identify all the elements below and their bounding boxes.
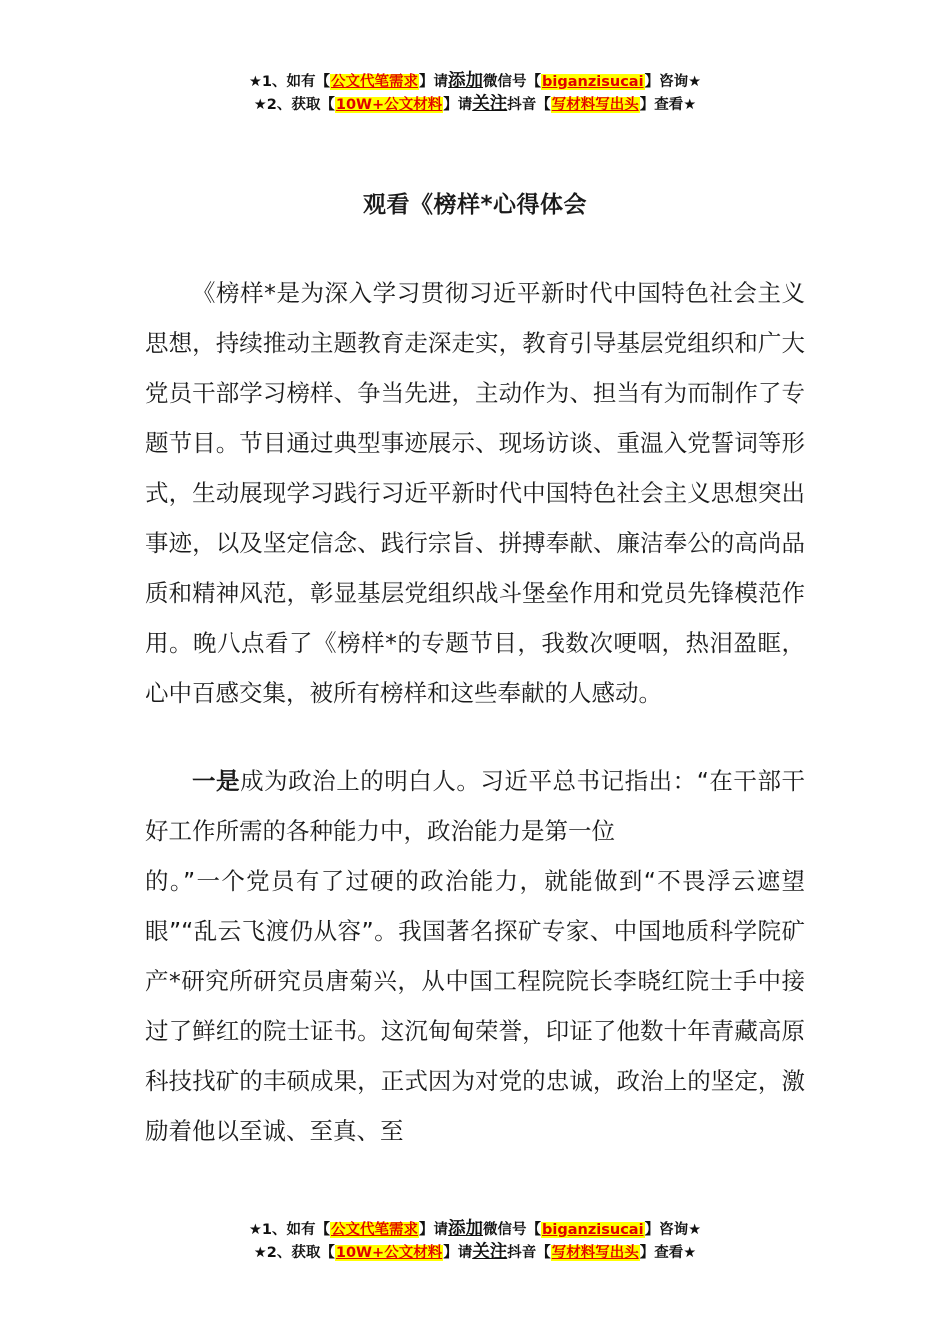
highlight-service: 公文代笔需求	[331, 74, 419, 90]
highlight-materials: 10W+公文材料	[335, 1245, 443, 1261]
emphasis-text: 关注	[472, 1242, 508, 1262]
highlight-douyin-account: 写材料写出头	[551, 1245, 639, 1261]
banner-text: 】请	[443, 1245, 473, 1261]
footer-banner	[0, 1218, 950, 1264]
point-first-line: 成为政治上的明白人。习近平总书记指出：“在干部干好工作所需的各种能力中，政治能力是第一位	[145, 767, 805, 845]
banner-text: 】咨询★	[644, 74, 702, 90]
banner-text: 】咨询★	[644, 1222, 702, 1238]
banner-line-2	[0, 1241, 950, 1264]
banner-text: 】查看★	[639, 1245, 697, 1261]
banner-text: 微信号【	[483, 74, 542, 90]
banner-text: ★1、如有【	[248, 74, 331, 90]
banner-text: ★2、获取【	[253, 1245, 335, 1261]
paragraph-point-one	[145, 756, 805, 1156]
paragraph-intro: 《榜样*是为深入学习贯彻习近平新时代中国特色社会主义思想，持续推动主题教育走深走实，教育引导基层党组织和广大党员干部学习榜样、争当先进，主动作为、担当有为而制作了专题节目。节目通过典型事迹展示、现场访谈、重温入党誓词等形式，生动展现学习践行习近平新时代中国特色社会主义思想突出事迹，以及坚定信念、践行宗旨、拼搏奉献、廉洁奉公的高尚品质和精神风范，彰显基层党组织战斗堡垒作用和党员先锋模范作用。晚八点看了《榜样*的专题节目，我数次哽咽，热泪盈眶，心中百感交集，被所有榜样和这些奉献的人感动。	[145, 279, 805, 707]
banner-line-1	[0, 1218, 950, 1241]
highlight-materials: 10W+公文材料	[335, 97, 443, 113]
document-body	[145, 268, 805, 1156]
highlight-wechat-id: biganzisucai	[542, 74, 644, 90]
banner-line-2	[0, 93, 950, 116]
highlight-service: 公文代笔需求	[331, 1222, 419, 1238]
banner-text: ★1、如有【	[248, 1222, 331, 1238]
point-body: 的。”一个党员有了过硬的政治能力，就能做到“不畏浮云遮望眼”“乱云飞渡仍从容”。我国著名探矿专家、中国地质科学院矿产*研究所研究员唐菊兴，从中国工程院院长李晓红院士手中接过了鲜红的院士证书。这沉甸甸荣誉，印证了他数十年青藏高原科技找矿的丰硕成果，正式因为对党的忠诚，政治上的坚定，激励着他以至诚、至真、至	[145, 867, 805, 1145]
banner-text: 】请	[419, 1222, 449, 1238]
document-title: 观看《榜样*心得体会	[362, 192, 588, 218]
banner-text: 抖音【	[507, 1245, 551, 1261]
point-lead: 一是	[192, 767, 241, 795]
banner-text: ★2、获取【	[253, 97, 335, 113]
banner-text: 抖音【	[507, 97, 551, 113]
banner-text: 】请	[419, 74, 449, 90]
highlight-wechat-id: biganzisucai	[542, 1222, 644, 1238]
banner-line-1	[0, 70, 950, 93]
banner-text: 微信号【	[483, 1222, 542, 1238]
header-banner	[0, 70, 950, 116]
emphasis-text: 关注	[472, 94, 508, 114]
highlight-douyin-account: 写材料写出头	[551, 97, 639, 113]
banner-text: 】查看★	[639, 97, 697, 113]
emphasis-text: 添加	[448, 1219, 484, 1239]
emphasis-text: 添加	[448, 71, 484, 91]
banner-text: 】请	[443, 97, 473, 113]
